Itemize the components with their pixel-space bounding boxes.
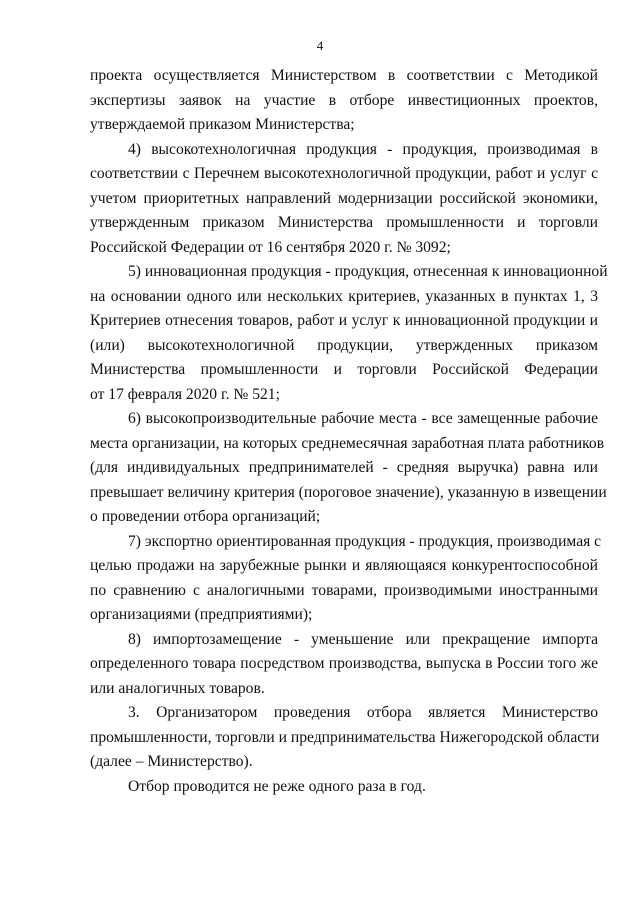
text-line: 7) экспортно ориентированная продукция - продукция, производимая с bbox=[128, 532, 602, 550]
text-line: определенного товара посредством производства, выпуска в России того же bbox=[90, 655, 598, 672]
text-line: 4) высокотехнологичная продукция - продукция, производимая в bbox=[128, 140, 598, 158]
text-line: 3. Организатором проведения отбора является Министерство bbox=[128, 704, 598, 721]
text-line: экспертизы заявок на участие в отборе инвестиционных проектов, bbox=[90, 91, 598, 109]
text-line: соответствии с Перечнем высокотехнологичной продукции, работ и услуг с bbox=[90, 165, 598, 182]
paragraph-item-5 bbox=[90, 260, 608, 407]
text-line: 8) импортозамещение - уменьшение или прекращение импорта bbox=[128, 630, 598, 648]
text-line: проекта осуществляется Министерством в соответствии с Методикой bbox=[90, 67, 598, 84]
text-line: по сравнению с аналогичными товарами, производимыми иностранными bbox=[90, 581, 598, 599]
paragraph-item-4 bbox=[90, 138, 598, 261]
paragraph-item-6 bbox=[90, 407, 607, 530]
paragraph-continuation bbox=[90, 64, 598, 138]
text-line: Российской Федерации от 16 сентября 2020 г. № 3092; bbox=[90, 238, 451, 256]
text-line: или аналогичных товаров. bbox=[90, 679, 265, 697]
text-line: 5) инновационная продукция - продукция, отнесенная к инновационной bbox=[128, 263, 608, 280]
text-line: места организации, на которых среднемесячная заработная плата работников bbox=[90, 434, 605, 452]
paragraph-section-3 bbox=[90, 701, 598, 775]
text-line: целью продажи на зарубежные рынки и являющаяся конкурентоспособной bbox=[90, 557, 598, 574]
paragraph-item-7 bbox=[90, 530, 602, 628]
text-line: промышленности, торговли и предпринимательства Нижегородской области bbox=[90, 728, 600, 746]
text-line: от 17 февраля 2020 г. № 521; bbox=[90, 385, 280, 403]
text-line: организациями (предприятиями); bbox=[90, 606, 313, 623]
text-line: о проведении отбора организаций; bbox=[90, 508, 321, 525]
paragraph-item-8 bbox=[90, 628, 598, 702]
paragraph-frequency bbox=[90, 775, 598, 800]
document-body bbox=[90, 64, 608, 799]
text-line: утвержденным приказом Министерства промышленности и торговли bbox=[90, 214, 598, 231]
text-line: утверждаемой приказом Министерства; bbox=[90, 116, 355, 133]
text-line: (далее – Министерство). bbox=[90, 753, 253, 770]
text-line: 6) высокопроизводительные рабочие места - все замещенные рабочие bbox=[128, 410, 598, 427]
text-line: Министерства промышленности и торговли Российской Федерации bbox=[90, 361, 598, 378]
text-line: Отбор проводится не реже одного раза в год. bbox=[128, 777, 426, 795]
text-line: (или) высокотехнологичной продукции, утвержденных приказом bbox=[90, 336, 598, 354]
text-line: (для индивидуальных предпринимателей - средняя выручка) равна или bbox=[90, 459, 598, 476]
page-number: 4 bbox=[316, 38, 324, 53]
text-line: Критериев отнесения товаров, работ и услуг к инновационной продукции и bbox=[90, 312, 598, 329]
text-line: превышает величину критерия (пороговое значение), указанную в извещении bbox=[90, 483, 607, 501]
text-line: учетом приоритетных направлений модернизации российской экономики, bbox=[90, 189, 598, 207]
text-line: на основании одного или нескольких критериев, указанных в пунктах 1, 3 bbox=[90, 287, 598, 305]
